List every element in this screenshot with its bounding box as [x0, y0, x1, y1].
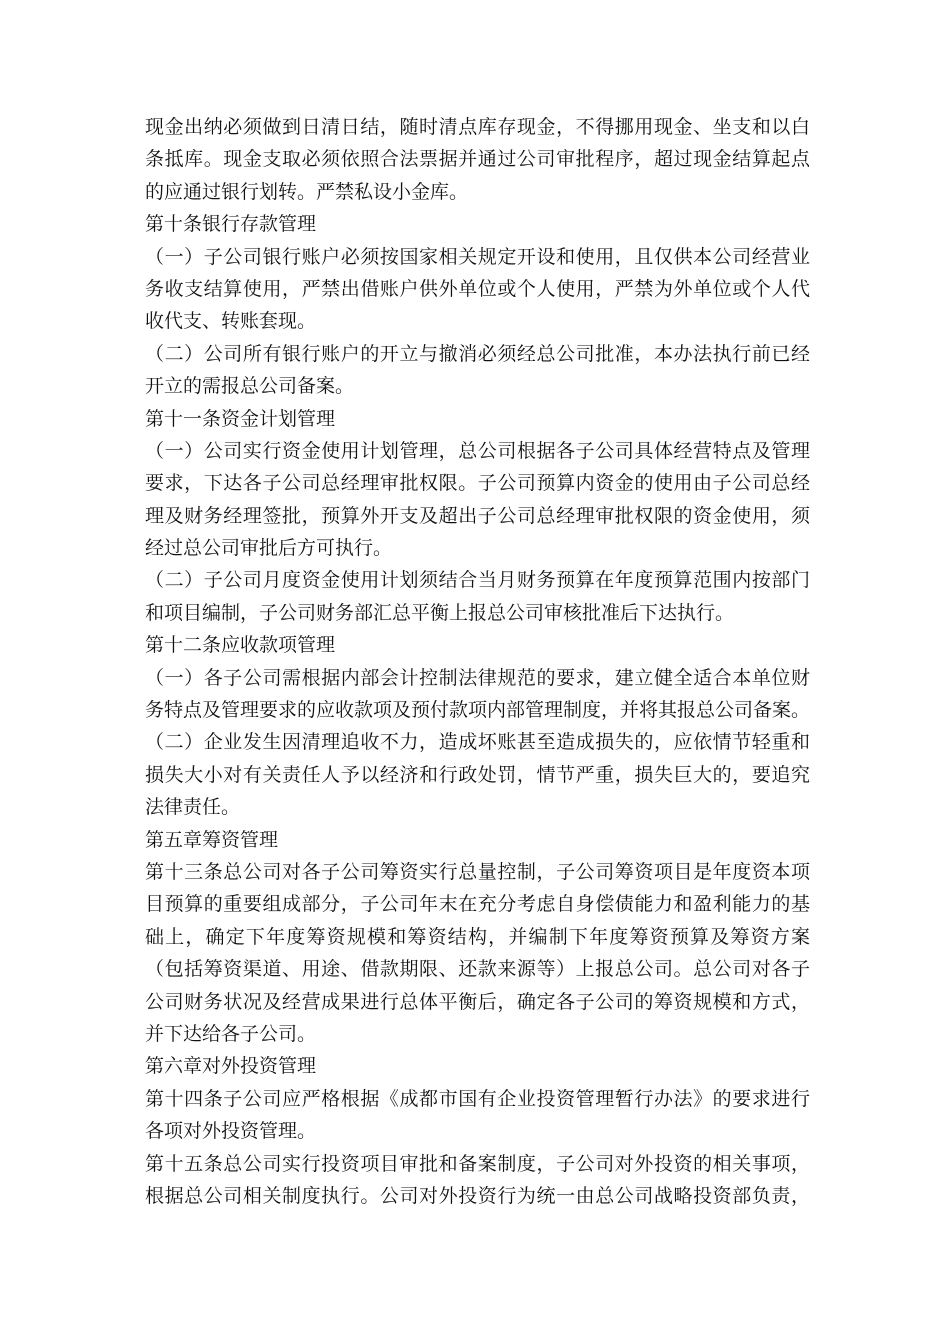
text-line-24: 第十三条总公司对各子公司筹资实行总量控制，子公司筹资项目是年度资本项 — [145, 860, 810, 883]
document-body — [145, 111, 810, 1212]
text-line-31: 第十四条子公司应严格根据《成都市国有企业投资管理暂行办法》的要求进行 — [145, 1087, 810, 1110]
text-line-32: 各项对外投资管理。 — [145, 1120, 317, 1143]
text-line-5: （一）子公司银行账户必须按国家相关规定开设和使用，且仅供本公司经营业 — [145, 245, 810, 268]
text-line-25: 目预算的重要组成部分，子公司年末在充分考虑自身偿债能力和盈利能力的基 — [145, 893, 810, 916]
text-line-2: 条抵库。现金支取必须依照合法票据并通过公司审批程序，超过现金结算起点 — [145, 148, 810, 171]
text-line-3: 的应通过银行划转。严禁私设小金库。 — [145, 180, 469, 203]
chapter-heading-5: 第五章筹资管理 — [145, 828, 279, 851]
text-line-26: 础上，确定下年度筹资规模和筹资结构，并编制下年度筹资预算及筹资方案 — [145, 925, 810, 948]
text-line-6: 务收支结算使用，严禁出借账户供外单位或个人使用，严禁为外单位或个人代 — [145, 277, 810, 300]
text-line-8: （二）公司所有银行账户的开立与撤消必须经总公司批准，本办法执行前已经 — [145, 342, 810, 365]
text-line-13: 理及财务经理签批，预算外开支及超出子公司总经理审批权限的资金使用，须 — [145, 504, 810, 527]
text-line-11: （一）公司实行资金使用计划管理，总公司根据各子公司具体经营特点及管理 — [145, 439, 810, 462]
text-line-7: 收代支、转账套现。 — [145, 310, 317, 333]
text-line-9: 开立的需报总公司备案。 — [145, 375, 355, 398]
text-line-16: 和项目编制，子公司财务部汇总平衡上报总公司审核批准后下达执行。 — [145, 601, 735, 624]
text-line-34: 根据总公司相关制度执行。公司对外投资行为统一由总公司战略投资部负责， — [145, 1184, 810, 1207]
text-line-20: （二）企业发生因清理追收不力，造成坏账甚至造成损失的，应依情节轻重和 — [145, 731, 810, 754]
text-line-21: 损失大小对有关责任人予以经济和行政处罚，情节严重，损失巨大的，要追究 — [145, 763, 810, 786]
chapter-heading-6: 第六章对外投资管理 — [145, 1055, 317, 1078]
section-heading-article-11: 第十一条资金计划管理 — [145, 407, 336, 430]
text-line-28: 公司财务状况及经营成果进行总体平衡后，确定各子公司的筹资规模和方式， — [145, 990, 810, 1013]
text-line-33: 第十五条总公司实行投资项目审批和备案制度，子公司对外投资的相关事项， — [145, 1152, 810, 1175]
section-heading-article-10: 第十条银行存款管理 — [145, 213, 317, 236]
text-line-27: （包括筹资渠道、用途、借款期限、还款来源等）上报总公司。总公司对各子 — [145, 958, 810, 981]
text-line-18: （一）各子公司需根据内部会计控制法律规范的要求，建立健全适合本单位财 — [145, 666, 810, 689]
text-line-14: 经过总公司审批后方可执行。 — [145, 537, 393, 560]
text-line-1: 现金出纳必须做到日清日结，随时清点库存现金，不得挪用现金、坐支和以白 — [145, 116, 810, 138]
section-heading-article-12: 第十二条应收款项管理 — [145, 634, 336, 657]
text-line-12: 要求，下达各子公司总经理审批权限。子公司预算内资金的使用由子公司总经 — [145, 472, 810, 495]
text-line-19: 务特点及管理要求的应收款项及预付款项内部管理制度，并将其报总公司备案。 — [145, 699, 811, 722]
text-line-15: （二）子公司月度资金使用计划须结合当月财务预算在年度预算范围内按部门 — [145, 569, 810, 592]
text-line-22: 法律责任。 — [145, 796, 241, 819]
text-line-29: 并下达给各子公司。 — [145, 1022, 317, 1045]
